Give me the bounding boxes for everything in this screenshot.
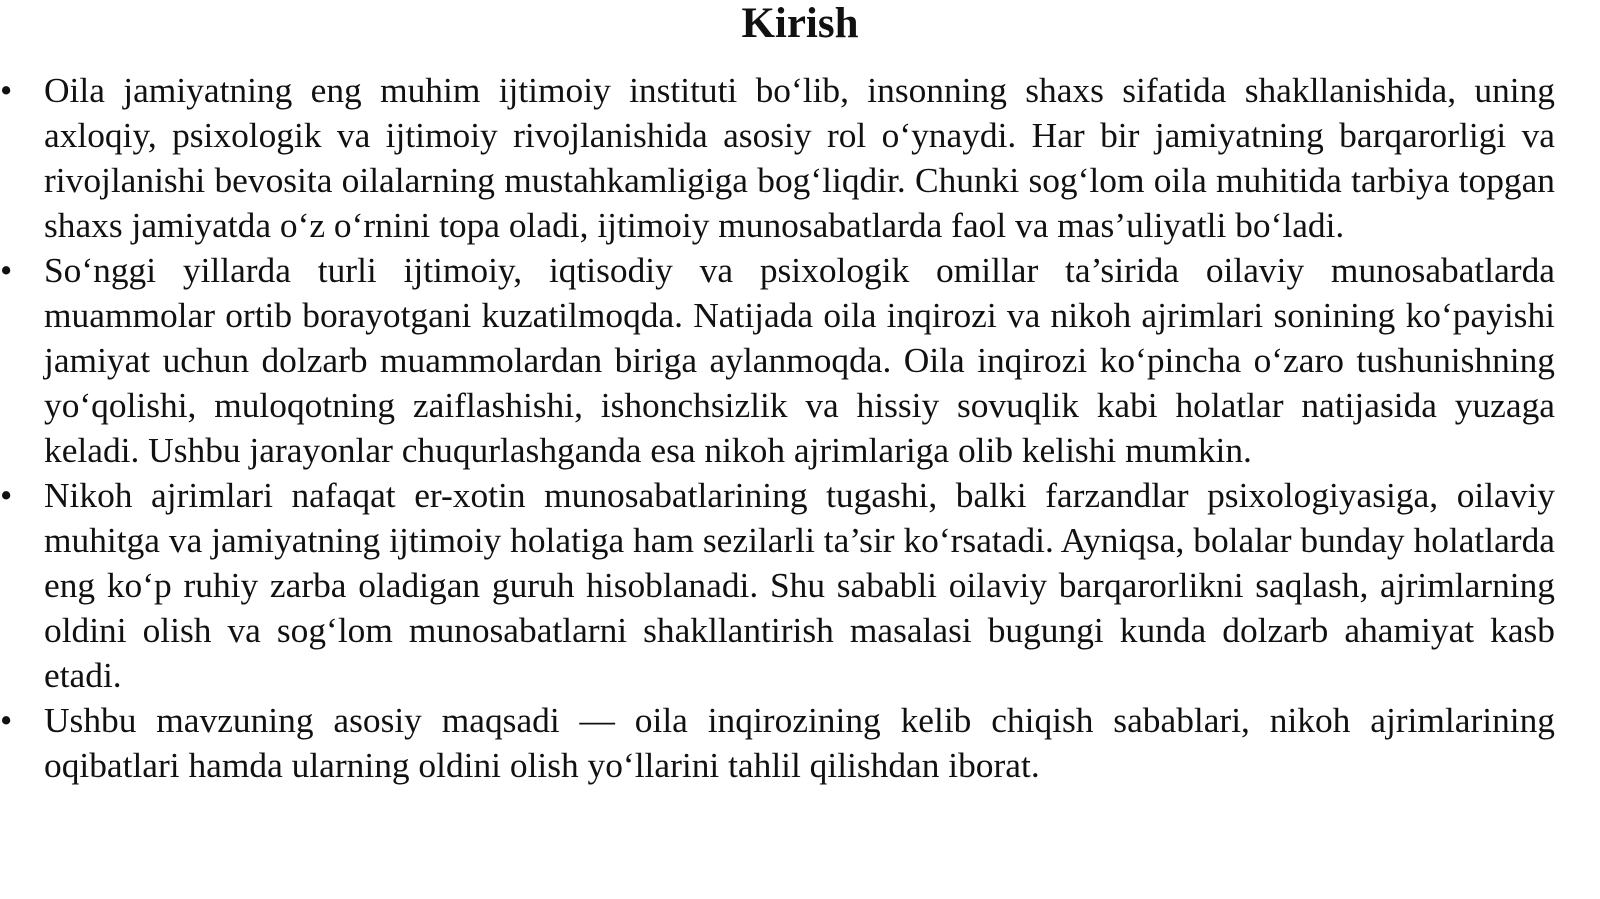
bullet-item bbox=[0, 473, 1555, 698]
bullet-text: Ushbu mavzuning asosiy maqsadi — oila inqirozining kelib chiqish sabablari, nikoh ajrimlarining oqibatlari hamda ularning oldini olish yo‘llarini tahlil qilishdan iborat. bbox=[44, 700, 1555, 785]
bullet-text: So‘nggi yillarda turli ijtimoiy, iqtisodiy va psixologik omillar ta’sirida oilaviy munosabatlarda muammolar ortib borayotgani kuzatilmoqda. Natijada oila inqirozi va nikoh ajrimlari sonining ko‘payishi jamiyat uchun dolzarb muammolardan biriga aylanmoqda. Oila inqirozi ko‘pincha o‘zaro tushunishning yo‘qolishi, muloqotning zaiflashishi, ishonchsizlik va hissiy sovuqlik kabi holatlar natijasida yuzaga keladi. Ushbu jarayonlar chuqurlashganda esa nikoh ajrimlariga olib kelishi mumkin. bbox=[44, 250, 1555, 470]
bullet-item bbox=[0, 248, 1555, 473]
bullet-dot-icon: • bbox=[0, 71, 13, 110]
bullet-text: Nikoh ajrimlari nafaqat er-xotin munosabatlarining tugashi, balki farzandlar psixologiyasiga, oilaviy muhitga va jamiyatning ijtimoiy holatiga ham sezilarli ta’sir ko‘rsatadi. Ayniqsa, bolalar bunday holatlarda eng ko‘p ruhiy zarba oladigan guruh hisoblanadi. Shu sababli oilaviy barqarorlikni saqlash, ajrimlarning oldini olish va sog‘lom munosabatlarni shakllantirish masalasi bugungi kunda dolzarb ahamiyat kasb etadi. bbox=[44, 475, 1555, 695]
bullet-dot-icon: • bbox=[0, 251, 13, 290]
bullet-list bbox=[0, 68, 1600, 788]
bullet-text: Oila jamiyatning eng muhim ijtimoiy instituti bo‘lib, insonning shaxs sifatida shakllanishida, uning axloqiy, psixologik va ijtimoiy rivojlanishida asosiy rol o‘ynaydi. Har bir jamiyatning barqarorligi va rivojlanishi bevosita oilalarning mustahkamligiga bog‘liqdir. Chunki sog‘lom oila muhitida tarbiya topgan shaxs jamiyatda o‘z o‘rnini topa oladi, ijtimoiy munosabatlarda faol va mas’uliyatli bo‘ladi. bbox=[44, 70, 1555, 245]
bullet-dot-icon: • bbox=[0, 476, 13, 515]
slide-title: Kirish bbox=[741, 0, 859, 47]
bullet-item bbox=[0, 68, 1555, 248]
bullet-dot-icon: • bbox=[0, 701, 13, 740]
bullet-item bbox=[0, 698, 1555, 788]
